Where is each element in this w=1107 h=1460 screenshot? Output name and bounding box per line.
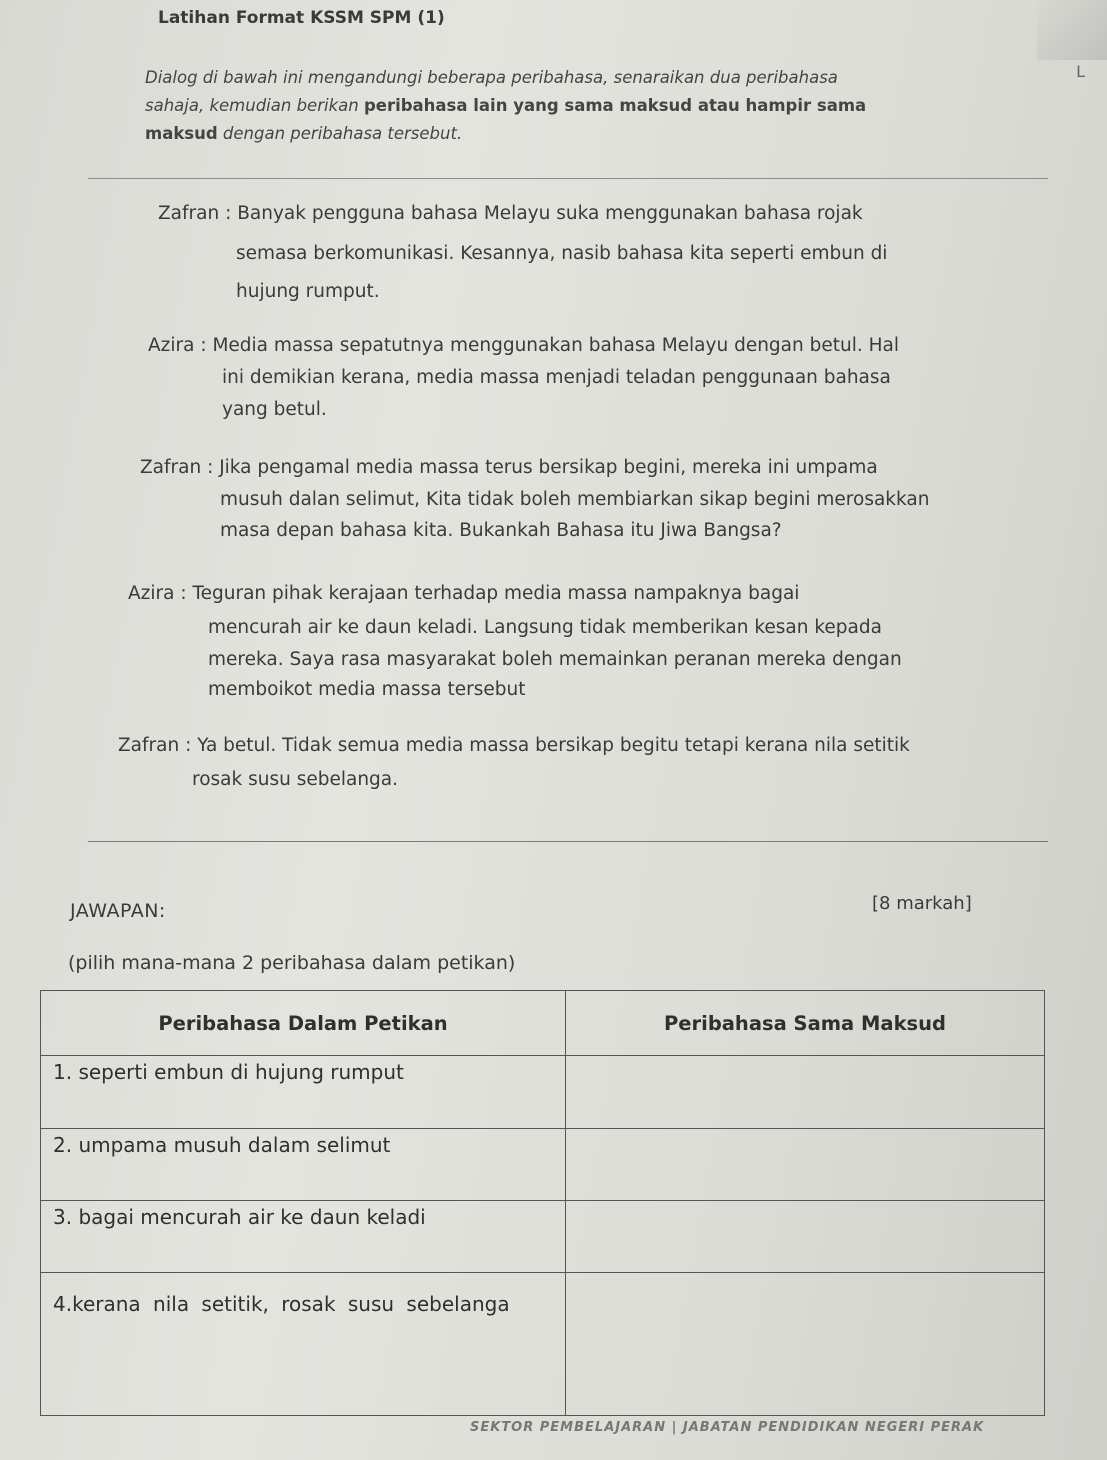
dialog-text-line: yang betul.: [222, 399, 327, 420]
table-row: [41, 1272, 1045, 1415]
answer-cell[interactable]: [566, 1056, 1045, 1128]
dialog-text-line: Banyak pengguna bahasa Melayu suka menggunakan bahasa rojak: [237, 203, 863, 224]
answer-table: [40, 990, 1045, 1416]
dialog-text-line: Teguran pihak kerajaan terhadap media massa nampaknya bagai: [192, 583, 800, 604]
table-header-cell: Peribahasa Dalam Petikan: [41, 991, 566, 1056]
page-title: Latihan Format KSSM SPM (1): [158, 8, 445, 28]
answer-cell[interactable]: [566, 1128, 1045, 1200]
dialog-speaker: Azira :: [128, 583, 187, 604]
dialog-text-line: rosak susu sebelanga.: [192, 769, 399, 790]
dialog-text-line: memboikot media massa tersebut: [208, 679, 526, 700]
choose-note: (pilih mana-mana 2 peribahasa dalam petikan): [68, 952, 516, 974]
instruction-line-2b: peribahasa lain yang sama maksud atau hampir sama: [363, 96, 867, 115]
proverb-cell: 1. seperti embun di hujung rumput: [41, 1056, 566, 1128]
dialog-text-line: ini demikian kerana, media massa menjadi teladan penggunaan bahasa: [222, 367, 891, 388]
dialog-text-line: hujung rumput.: [236, 281, 380, 302]
dialog-text-line: semasa berkomunikasi. Kesannya, nasib bahasa kita seperti embun di: [236, 243, 888, 264]
dialog-text-line: Media massa sepatutnya menggunakan bahasa Melayu dengan betul. Hal: [212, 335, 900, 356]
instruction-line-2: [145, 92, 1025, 120]
footer-text: SEKTOR PEMBELAJARAN | JABATAN PENDIDIKAN NEGERI PERAK: [470, 1420, 985, 1435]
dialog-text-line: musuh dalan selimut, Kita tidak boleh membiarkan sikap begini merosakkan: [220, 489, 930, 510]
dialog-text-line: mereka. Saya rasa masyarakat boleh memainkan peranan mereka dengan: [208, 649, 902, 670]
dialog-entry-1: [158, 198, 863, 230]
dialog-speaker: Zafran :: [118, 735, 192, 756]
dialog-text-line: Ya betul. Tidak semua media massa bersikap begitu tetapi kerana nila setitik: [197, 735, 910, 756]
proverb-cell: 2. umpama musuh dalam selimut: [41, 1128, 566, 1200]
table-row: [41, 1200, 1045, 1272]
instruction: [145, 64, 1025, 148]
marks-label: [8 markah]: [872, 893, 972, 914]
dialog-entry-2: [148, 330, 899, 362]
proverb-cell: 3. bagai mencurah air ke daun keladi: [41, 1200, 566, 1272]
table-header-cell: Peribahasa Sama Maksud: [566, 991, 1045, 1056]
page-corner-shadow: [1037, 0, 1107, 60]
answer-label: JAWAPAN:: [70, 900, 166, 922]
instruction-line-3a: maksud: [145, 124, 218, 143]
table-header-row: [41, 991, 1045, 1056]
dialog-entry-5: [118, 730, 910, 762]
instruction-line-3b: dengan peribahasa tersebut.: [217, 124, 463, 143]
dialog-entry-3: [140, 452, 878, 484]
dialog-text-line: masa depan bahasa kita. Bukankah Bahasa itu Jiwa Bangsa?: [220, 520, 782, 541]
table-row: [41, 1056, 1045, 1128]
dialog-text-line: Jika pengamal media massa terus bersikap begini, mereka ini umpama: [219, 457, 878, 478]
answer-cell[interactable]: [566, 1272, 1045, 1415]
dialog-text-line: mencurah air ke daun keladi. Langsung tidak memberikan kesan kepada: [208, 617, 882, 638]
table-row: [41, 1128, 1045, 1200]
dialog-speaker: Zafran :: [158, 203, 232, 224]
answer-cell[interactable]: [566, 1200, 1045, 1272]
dialog-entry-4: [128, 578, 799, 610]
dialog-speaker: Azira :: [148, 335, 207, 356]
dialog-speaker: Zafran :: [140, 457, 214, 478]
corner-mark: L: [1076, 62, 1085, 81]
proverb-cell: 4.kerana nila setitik, rosak susu sebelanga: [41, 1272, 566, 1415]
instruction-line-3: [145, 120, 1025, 148]
instruction-line-1: Dialog di bawah ini mengandungi beberapa peribahasa, senaraikan dua peribahasa: [145, 68, 838, 87]
instruction-line-2a: sahaja, kemudian berikan: [145, 96, 364, 115]
